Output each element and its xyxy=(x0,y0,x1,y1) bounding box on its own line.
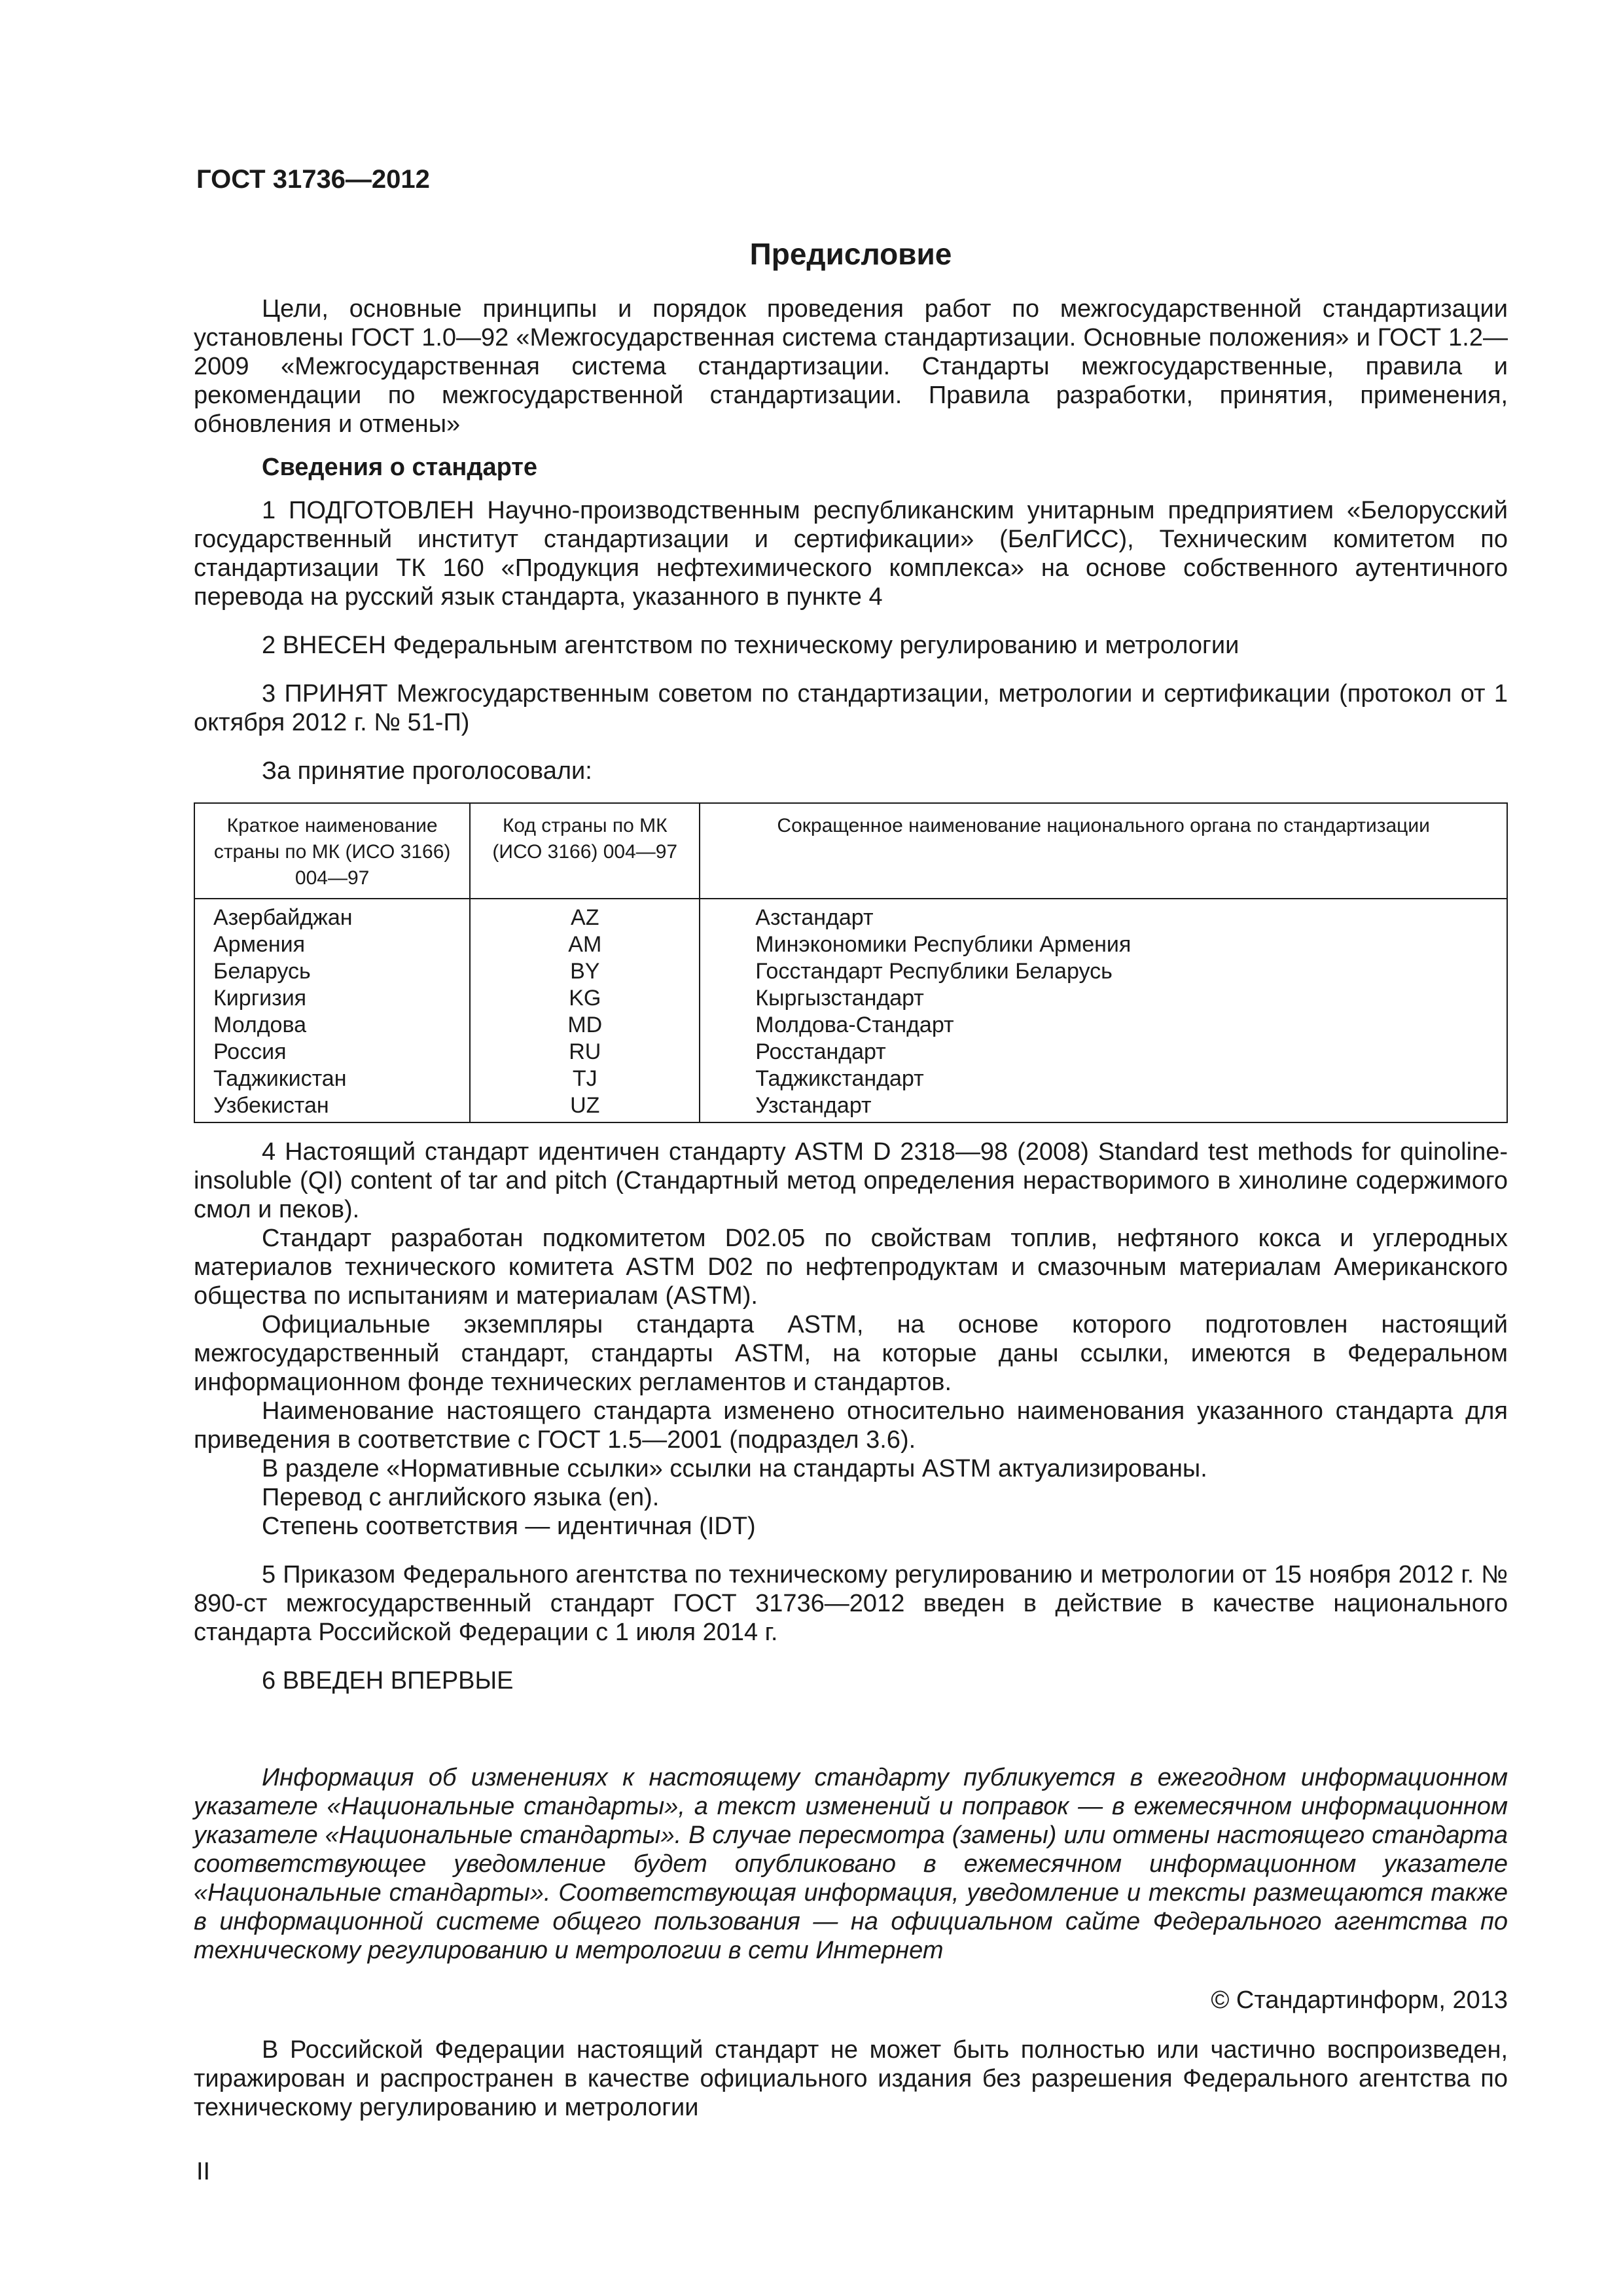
table-row xyxy=(194,985,1507,1012)
country-cell: Азербайджан xyxy=(194,899,470,931)
table-row xyxy=(194,1039,1507,1066)
reproduction-rights-paragraph: В Российской Федерации настоящий стандарт не может быть полностью или частично воспроизведен, тиражирован и распространен в качестве официального издания без разрешения Федерального агентства по техническому регулированию и метрологии xyxy=(194,2036,1508,2121)
copyright-line: © Стандартинформ, 2013 xyxy=(1211,1986,1508,2014)
code-cell: TJ xyxy=(470,1066,700,1092)
body-cell: Узстандарт xyxy=(700,1092,1507,1122)
code-cell: RU xyxy=(470,1039,700,1066)
code-cell: KG xyxy=(470,985,700,1012)
voting-table xyxy=(194,802,1508,1123)
item-4-paragraph: 4 Настоящий стандарт идентичен стандарту ASTM D 2318—98 (2008) Standard test methods for quinoline-insoluble (QI) content of tar and pitch (Стандартный метод определения нерастворимого в хинолине содержимого смол и пеков). xyxy=(194,1138,1508,1223)
table-header-country: Краткое наименование страны по МК (ИСО 3166) 004—97 xyxy=(194,803,470,899)
item-5-paragraph: 5 Приказом Федерального агентства по техническому регулированию и метрологии от 15 ноября 2012 г. № 890-ст межгосударственный стандарт ГОСТ 31736—2012 введен в действие в качестве национального стандарта Российской Федерации с 1 июля 2014 г. xyxy=(194,1561,1508,1646)
table-header-body: Сокращенное наименование национального органа по стандартизации xyxy=(700,803,1507,899)
body-cell: Росстандарт xyxy=(700,1039,1507,1066)
code-cell: BY xyxy=(470,958,700,985)
table-header-code: Код страны по МК (ИСО 3166) 004—97 xyxy=(470,803,700,899)
body-cell: Кыргызстандарт xyxy=(700,985,1507,1012)
body-cell: Азстандарт xyxy=(700,899,1507,931)
table-row xyxy=(194,931,1507,958)
item-6-paragraph: 6 ВВЕДЕН ВПЕРВЫЕ xyxy=(262,1667,514,1695)
code-cell: UZ xyxy=(470,1092,700,1122)
voted-label: За принятие проголосовали: xyxy=(262,757,592,785)
item-1-paragraph: 1 ПОДГОТОВЛЕН Научно-производственным республиканским унитарным предприятием «Белорусский государственный институт стандартизации и сертификации» (БелГИСС), Техническим комитетом по стандартизации ТК 160 «Продукция нефтехимического комплекса» на основе собственного аутентичного перевода на русский язык стандарта, указанного в пункте 4 xyxy=(194,497,1508,611)
item-4-name-change: Наименование настоящего стандарта изменено относительно наименования указанного стандарта для приведения в соответствие с ГОСТ 1.5—2001 (подраздел 3.6). xyxy=(194,1397,1508,1454)
table-row xyxy=(194,958,1507,985)
table-row xyxy=(194,1092,1507,1122)
page-title: Предисловие xyxy=(749,237,952,271)
item-4-official-copies: Официальные экземпляры стандарта ASTM, на основе которого подготовлен настоящий межгосударственный стандарт, стандарты ASTM, на которые даны ссылки, имеются в Федеральном информационном фонде технических регламентов и стандартов. xyxy=(194,1311,1508,1396)
page-number: II xyxy=(196,2158,211,2185)
changes-notice: Информация об изменениях к настоящему стандарту публикуется в ежегодном информационном указателе «Национальные стандарты», а текст изменений и поправок — в ежемесячном информационном указателе «Национальные стандарты». В случае пересмотра (замены) или отмены настоящего стандарта соответствующее уведомление будет опубликовано в ежемесячном информационном указателе «Национальные стандарты». Соответствующая информация, уведомление и тексты размещаются также в информационной системе общего пользования — на официальном сайте Федерального агентства по техническому регулированию и метрологии в сети Интернет xyxy=(194,1764,1508,1964)
country-cell: Россия xyxy=(194,1039,470,1066)
page-content xyxy=(194,236,1508,2122)
country-cell: Армения xyxy=(194,931,470,958)
body-cell: Таджикстандарт xyxy=(700,1066,1507,1092)
item-4-references: В разделе «Нормативные ссылки» ссылки на стандарты ASTM актуализированы. xyxy=(262,1455,1207,1482)
country-cell: Узбекистан xyxy=(194,1092,470,1122)
code-cell: AZ xyxy=(470,899,700,931)
item-3-paragraph: 3 ПРИНЯТ Межгосударственным советом по стандартизации, метрологии и сертификации (протокол от 1 октября 2012 г. № 51-П) xyxy=(194,680,1508,736)
body-cell: Минэкономики Республики Армения xyxy=(700,931,1507,958)
country-cell: Киргизия xyxy=(194,985,470,1012)
item-4-translation: Перевод с английского языка (en). xyxy=(262,1484,660,1511)
item-2-paragraph: 2 ВНЕСЕН Федеральным агентством по техническому регулированию и метрологии xyxy=(262,632,1240,659)
body-cell: Госстандарт Республики Беларусь xyxy=(700,958,1507,985)
code-cell: AM xyxy=(470,931,700,958)
section-heading: Сведения о стандарте xyxy=(262,454,538,481)
country-cell: Таджикистан xyxy=(194,1066,470,1092)
intro-paragraph: Цели, основные принципы и порядок проведения работ по межгосударственной стандартизации установлены ГОСТ 1.0—92 «Межгосударственная система стандартизации. Основные положения» и ГОСТ 1.2—2009 «Межгосударственная система стандартизации. Стандарты межгосударственные, правила и рекомендации по межгосударственной стандартизации. Правила разработки, принятия, применения, обновления и отмены» xyxy=(194,295,1508,438)
country-cell: Молдова xyxy=(194,1012,470,1039)
table-row xyxy=(194,1066,1507,1092)
country-cell: Беларусь xyxy=(194,958,470,985)
body-cell: Молдова-Стандарт xyxy=(700,1012,1507,1039)
table-row xyxy=(194,1012,1507,1039)
item-4-subcommittee: Стандарт разработан подкомитетом D02.05 по свойствам топлив, нефтяного кокса и углеродных материалов технического комитета ASTM D02 по нефтепродуктам и смазочным материалам Американского общества по испытаниям и материалам (ASTM). xyxy=(194,1225,1508,1310)
table-header-row xyxy=(194,803,1507,899)
table-row xyxy=(194,899,1507,931)
voting-table-wrapper xyxy=(194,802,1508,1123)
document-id-header: ГОСТ 31736—2012 xyxy=(196,165,430,194)
code-cell: MD xyxy=(470,1012,700,1039)
item-4-conformity: Степень соответствия — идентичная (IDT) xyxy=(262,1513,756,1540)
